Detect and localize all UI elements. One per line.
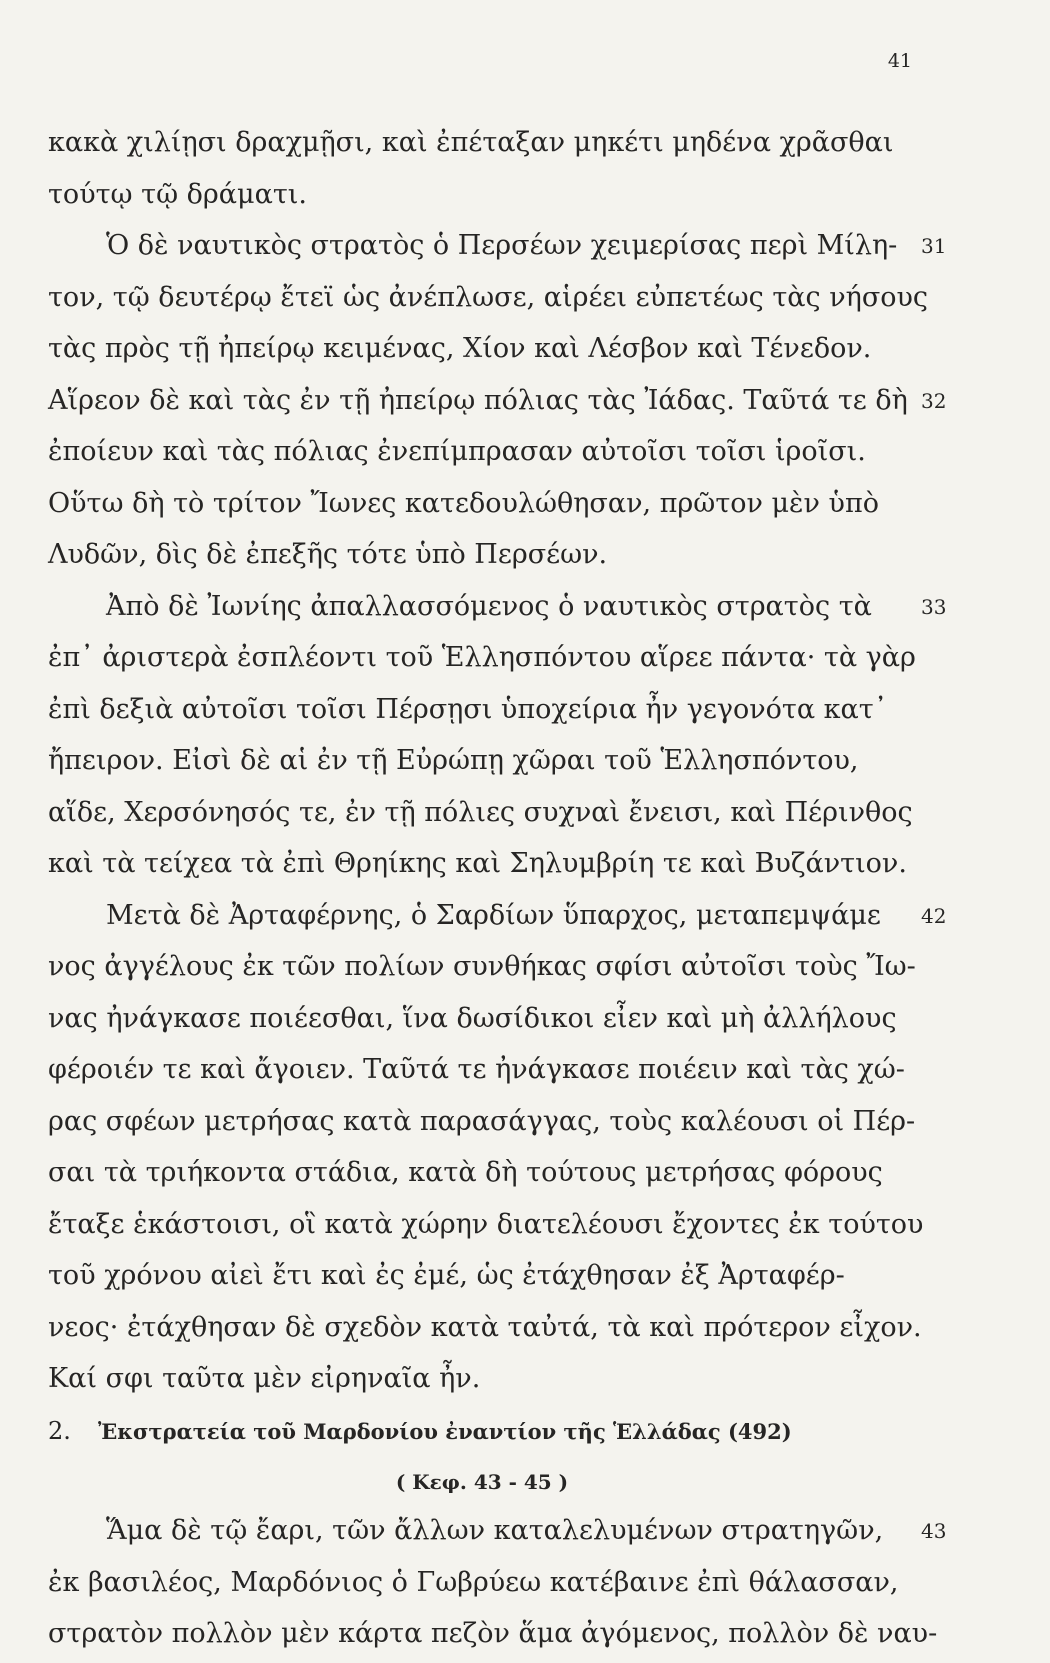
chapter-range: ( Κεφ. 43 - 45 ) [395, 1470, 569, 1494]
text-line [48, 223, 947, 275]
text-line: τὰς πρὸς τῇ ἠπείρῳ κειμένας, Χίον καὶ Λέσβον καὶ Τένεδον. [48, 333, 872, 364]
text-line: ἐποίευν καὶ τὰς πόλιας ἐνεπίμπρασαν αὐτοῖσι τοῖσι ἱροῖσι. [48, 436, 866, 467]
section-title: Ἐκστρατεία τοῦ Μαρδονίου ἐναντίον τῆς Ἑλλάδας (492) [98, 1418, 792, 1444]
text-line [48, 378, 947, 430]
text-line [48, 584, 947, 636]
text-line: κακὰ χιλίῃσι δραχμῇσι, καὶ ἐπέταξαν μηκέτι μηδένα χρᾶσθαι [48, 127, 894, 158]
text-line: αἵδε, Χερσόνησός τε, ἐν τῇ πόλιες συχναὶ ἔνεισι, καὶ Πέρινθος [48, 796, 913, 828]
text-line: ρας σφέων μετρήσας κατὰ παρασάγγας, τοὺς καλέουσι οἱ Πέρ- [48, 1105, 916, 1137]
text-line: τούτῳ τῷ δράματι. [48, 178, 307, 210]
text-line: νος ἀγγέλους ἐκ τῶν πολίων συνθήκας σφίσι αὐτοῖσι τοὺς Ἴω- [48, 951, 916, 982]
text-line: ἐπ᾽ ἀριστερὰ ἐσπλέοντι τοῦ Ἑλλησπόντου αἵρεε πάντα· τὰ γὰρ [48, 642, 916, 673]
section-heading [48, 1408, 916, 1460]
text-line: καὶ τὰ τείχεα τὰ ἐπὶ Θρηίκης καὶ Σηλυμβρίη τε καὶ Βυζάντιον. [48, 848, 907, 879]
line-text: Ὁ δὲ ναυτικὸς στρατὸς ὁ Περσέων χειμερίσας περὶ Μίλη- [106, 230, 898, 261]
text-line [48, 1508, 947, 1560]
chapter-number: 33 [921, 594, 947, 619]
text-line: τον, τῷ δευτέρῳ ἔτεϊ ὡς ἀνέπλωσε, αἱρέει εὐπετέως τὰς νήσους [48, 281, 929, 313]
text-line: ἤπειρον. Εἰσὶ δὲ αἱ ἐν τῇ Εὐρώπῃ χῶραι τοῦ Ἑλλησπόντου, [48, 745, 859, 776]
text-line: ἐπὶ δεξιὰ αὐτοῖσι τοῖσι Πέρσῃσι ὑποχείρια ἦν γεγονότα κατ᾽ [48, 693, 888, 725]
text-line: νας ἠνάγκασε ποιέεσθαι, ἵνα δωσίδικοι εἶεν καὶ μὴ ἀλλήλους [48, 1002, 897, 1034]
text-line: Καί σφι ταῦτα μὲν εἰρηναῖα ἦν. [48, 1363, 481, 1394]
text-line: Οὕτω δὴ τὸ τρίτον Ἴωνες κατεδουλώθησαν, πρῶτον μὲν ὑπὸ [48, 487, 879, 519]
text-block [48, 120, 947, 1663]
section-number: 2. [48, 1416, 71, 1445]
text-line: Λυδῶν, δὶς δὲ ἐπεξῆς τότε ὑπὸ Περσέων. [48, 539, 608, 570]
text-line: νεος· ἐτάχθησαν δὲ σχεδὸν κατὰ ταὐτά, τὰ καὶ πρότερον εἶχον. [48, 1311, 922, 1343]
text-line: ἐκ βασιλέος, Μαρδόνιος ὁ Γωβρύεω κατέβαινε ἐπὶ θάλασσαν, [48, 1566, 899, 1598]
line-text: Αἵρεον δὲ καὶ τὰς ἐν τῇ ἠπείρῳ πόλιας τὰς Ἰάδας. Ταῦτά τε δὴ [48, 384, 908, 416]
chapter-number: 42 [921, 903, 947, 928]
line-text: Μετὰ δὲ Ἀρταφέρνης, ὁ Σαρδίων ὕπαρχος, μεταπεμψάμε [106, 899, 881, 931]
text-line: φέροιέν τε καὶ ἄγοιεν. Ταῦτά τε ἠνάγκασε ποιέειν καὶ τὰς χώ- [48, 1054, 905, 1085]
text-line: σαι τὰ τριήκοντα στάδια, κατὰ δὴ τούτους μετρήσας φόρους [48, 1157, 883, 1188]
text-line [48, 893, 947, 945]
chapter-number: 31 [921, 234, 947, 258]
page-number: 41 [887, 50, 912, 72]
text-line: στρατὸν πολλὸν μὲν κάρτα πεζὸν ἅμα ἀγόμενος, πολλὸν δὲ ναυ- [48, 1618, 938, 1649]
chapter-number: 43 [921, 1519, 947, 1543]
line-text: Ἅμα δὲ τῷ ἔαρι, τῶν ἄλλων καταλελυμένων στρατηγῶν, [106, 1515, 884, 1546]
text-line: ἔταξε ἑκάστοισι, οἳ κατὰ χώρην διατελέουσι ἔχοντες ἐκ τούτου [48, 1208, 924, 1240]
chapter-number: 32 [921, 388, 947, 413]
text-line: τοῦ χρόνου αἰεὶ ἔτι καὶ ἐς ἐμέ, ὡς ἐτάχθησαν ἐξ Ἀρταφέρ- [48, 1260, 845, 1291]
line-text: Ἀπὸ δὲ Ἰωνίης ἀπαλλασσόμενος ὁ ναυτικὸς στρατὸς τὰ [106, 590, 872, 622]
